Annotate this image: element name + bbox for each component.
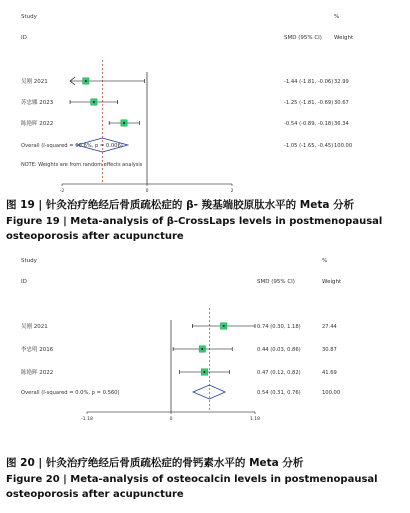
weight-value: 30.87 bbox=[322, 347, 337, 353]
forest-plot-20-svg bbox=[0, 250, 410, 450]
x-axis-tick-label: 2 bbox=[230, 189, 234, 192]
x-axis-tick-label: -2 bbox=[59, 189, 65, 192]
study-label: 李忠明 2016 bbox=[21, 347, 54, 353]
weight-value: 32.99 bbox=[334, 79, 349, 85]
study-label: 苏忠娜 2023 bbox=[21, 100, 54, 106]
header-study: Study bbox=[21, 258, 37, 264]
header-study: Study bbox=[21, 14, 37, 20]
weight-value: 30.67 bbox=[334, 100, 349, 106]
study-label: 吴刚 2021 bbox=[21, 79, 48, 85]
header-weight: Weight bbox=[334, 35, 354, 41]
weight-value: 41.69 bbox=[322, 370, 337, 376]
header-weight: Weight bbox=[322, 279, 342, 285]
effect-size-point bbox=[204, 371, 206, 373]
figure-20-caption-en: Figure 20 | Meta-analysis of osteocalcin levels in postmenopausal osteoporosis after acupuncture bbox=[6, 474, 378, 500]
forest-plot-19-svg bbox=[0, 0, 410, 192]
effect-size-point bbox=[202, 348, 204, 350]
header-percent: % bbox=[334, 14, 340, 20]
header-percent: % bbox=[322, 258, 328, 264]
effect-size-point bbox=[85, 80, 87, 82]
x-axis-tick-label: 0 bbox=[145, 189, 149, 192]
random-effects-note: NOTE: Weights are from random effects analysis bbox=[21, 162, 143, 168]
forest-plot-19-marks bbox=[21, 60, 352, 192]
overall-effect-diamond bbox=[193, 385, 225, 399]
smd-ci-value: -1.25 (-1.81, -0.69) bbox=[284, 100, 334, 106]
overall-label: Overall (I-squared = 0.0%, p = 0.560) bbox=[21, 390, 120, 396]
weight-value: 36.34 bbox=[334, 121, 349, 127]
x-axis-tick-label: 0 bbox=[169, 417, 173, 422]
smd-ci-value: 0.47 (0.12, 0.82) bbox=[257, 370, 301, 376]
overall-smd-ci-value: -1.05 (-1.65, -0.45) bbox=[284, 143, 334, 149]
x-axis-tick-label: 1.18 bbox=[249, 417, 261, 422]
figure-20-caption-cn: 图 20 | 针灸治疗绝经后骨质疏松症的骨钙素水平的 Meta 分析 bbox=[6, 457, 304, 469]
figure-19-caption-cn: 图 19 | 针灸治疗绝经后骨质疏松症的 β- 羧基端胶原肽水平的 Meta 分析 bbox=[6, 199, 355, 211]
effect-size-point bbox=[123, 122, 125, 124]
overall-weight-value: 100.00 bbox=[334, 143, 353, 149]
overall-weight-value: 100.00 bbox=[322, 390, 341, 396]
forest-plot-20-marks bbox=[21, 308, 340, 422]
smd-ci-value: -0.54 (-0.89, -0.18) bbox=[284, 121, 334, 127]
study-label: 陈艳晖 2022 bbox=[21, 121, 54, 127]
smd-ci-value: 0.44 (0.03, 0.86) bbox=[257, 347, 301, 353]
x-axis-tick-label: -1.18 bbox=[81, 417, 93, 422]
study-label: 吴刚 2021 bbox=[21, 324, 48, 330]
weight-value: 27.44 bbox=[322, 324, 337, 330]
smd-ci-value: 0.74 (0.30, 1.18) bbox=[257, 324, 301, 330]
overall-smd-ci-value: 0.54 (0.31, 0.76) bbox=[257, 390, 301, 396]
smd-ci-value: -1.44 (-1.81, -0.06) bbox=[284, 79, 334, 85]
header-id: ID bbox=[21, 35, 27, 41]
forest-plot-figure-19 bbox=[0, 0, 410, 192]
header-id: ID bbox=[21, 279, 27, 285]
effect-size-point bbox=[223, 325, 225, 327]
overall-label: Overall (I-squared = 60.6%, p = 0.006) bbox=[21, 143, 123, 149]
header-smd: SMD (95% CI) bbox=[284, 35, 322, 41]
figure-19-caption-en: Figure 19 | Meta-analysis of β-CrossLaps levels in postmenopausal osteoporosis after acupuncture bbox=[6, 216, 383, 242]
header-smd: SMD (95% CI) bbox=[257, 279, 295, 285]
effect-size-point bbox=[93, 101, 95, 103]
study-label: 陈艳晖 2022 bbox=[21, 370, 54, 376]
forest-plot-figure-20 bbox=[0, 250, 410, 450]
